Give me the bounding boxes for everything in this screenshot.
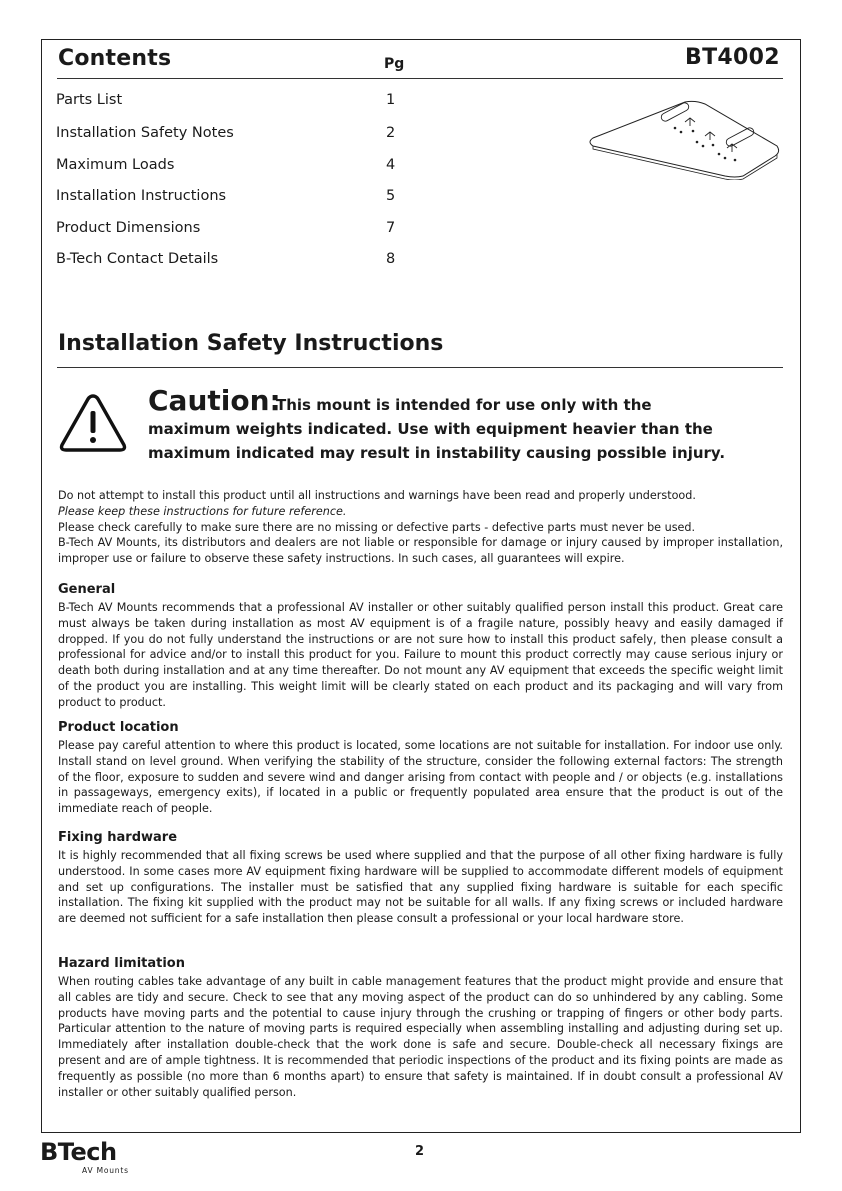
toc-item-page: 5 <box>386 188 396 204</box>
toc-item-page: 2 <box>386 125 396 141</box>
fixing-heading: Fixing hardware <box>58 830 178 845</box>
toc-item-label: Product Dimensions <box>56 220 201 236</box>
toc-item <box>56 220 416 240</box>
toc-item <box>56 251 416 271</box>
toc-item <box>56 125 416 145</box>
general-heading: General <box>58 582 116 597</box>
toc-item <box>56 188 416 208</box>
fixing-text: It is highly recommended that all fixing screws be used where supplied and that the purpose of all other fixing hardware is fully understood. In some cases more AV equipment fixing hardware will be supplied to accommodate different models of equipment and set up configurations. The installer must be satisfied that any supplied fixing hardware is suitable for each specific installation. The fixing kit supplied with the product may not be suitable for all walls. If any fixing screws or included hardware are deemed not sufficient for a safe installation then please consult a professional or your local hardware store. <box>58 849 783 926</box>
caution-text: maximum indicated may result in instability causing possible injury. <box>148 444 726 462</box>
safety-divider <box>57 367 783 368</box>
logo-subtext: AV Mounts <box>82 1166 129 1175</box>
hazard-text: When routing cables take advantage of any built in cable management features that the product might provide and ensure that all cables are tidy and secure. Check to see that any moving aspect of the product can do so unhindered by any cabling. Some products have moving parts and the potential to cause injury through the crushing or trapping of fingers or other body parts. Particular attention to the nature of moving parts is required especially when assembling installing and adjusting during set up. Immediately after installation double-check that the work done is safe and secure. Double-check all necessary fixings are present and are of ample tightness. It is recommended that periodic inspections of the product and its fixing points are made as frequently as possible (no more than 6 months apart) to ensure that safety is maintained. If in doubt consult a professional AV installer or other suitably qualified person. <box>58 975 783 1099</box>
caution-text: maximum weights indicated. Use with equipment heavier than the <box>148 420 713 438</box>
btech-logo: BTech <box>40 1138 117 1166</box>
toc-item-page: 7 <box>386 220 396 236</box>
toc-item <box>56 157 416 177</box>
toc-item-page: 8 <box>386 251 396 267</box>
toc-item <box>56 92 416 112</box>
safety-heading: Installation Safety Instructions <box>58 331 444 356</box>
toc-item-label: B-Tech Contact Details <box>56 251 219 267</box>
intro-paragraph: Do not attempt to install this product until all instructions and warnings have been read and properly understood. <box>58 489 696 502</box>
intro-paragraph: B-Tech AV Mounts, its distributors and dealers are not liable or responsible for damage or injury caused by improper installation, improper use or failure to observe these safety instructions. In such cases, all guarantees will expire. <box>58 536 783 566</box>
contents-divider <box>57 78 783 79</box>
toc-item-label: Installation Safety Notes <box>56 125 234 141</box>
contents-heading: Contents <box>58 46 172 71</box>
warning-triangle-icon <box>58 392 128 454</box>
intro-text <box>58 488 783 567</box>
product-plate-illustration <box>585 98 785 180</box>
hazard-heading: Hazard limitation <box>58 956 185 971</box>
toc-item-label: Installation Instructions <box>56 188 227 204</box>
page-column-heading: Pg <box>384 56 405 72</box>
general-text: B-Tech AV Mounts recommends that a professional AV installer or other suitably qualified person install this product. Great care must always be taken during installation as most AV equipment is of a fragile nature, possibly heavy and easily damaged if dropped. If you do not fully understand the instructions or are not sure how to install this product safely, then please consult a professional for advice and/or to install this product for you. Failure to mount this product correctly may cause serious injury or death both during installation and at any time thereafter. Do not mount any AV equipment that exceeds the specific weight limit of the product you are installing. This weight limit will be clearly stated on each product and its packaging and will vary from product to product. <box>58 601 783 709</box>
toc-item-page: 4 <box>386 157 396 173</box>
model-number: BT4002 <box>685 45 780 70</box>
intro-paragraph: Please keep these instructions for future reference. <box>58 504 347 518</box>
toc-item-page: 1 <box>386 92 396 108</box>
toc-item-label: Parts List <box>56 92 123 108</box>
caution-label: Caution: <box>148 384 281 417</box>
location-heading: Product location <box>58 720 179 735</box>
location-text: Please pay careful attention to where this product is located, some locations are not suitable for installation. For indoor use only. Install stand on level ground. When verifying the stability of the structure, consider the following external factors: The strength of the floor, exposure to sudden and severe wind and danger arising from contact with people and / or objects (e.g. installations in passageways, emergency exits), if located in a public or frequently populated area ensure that the product is out of the immediate reach of people. <box>58 739 783 816</box>
page-number: 2 <box>415 1144 425 1159</box>
intro-paragraph: Please check carefully to make sure there are no missing or defective parts - defective parts must never be used. <box>58 520 696 534</box>
toc-item-label: Maximum Loads <box>56 157 175 173</box>
caution-text: This mount is intended for use only with the <box>276 396 652 414</box>
